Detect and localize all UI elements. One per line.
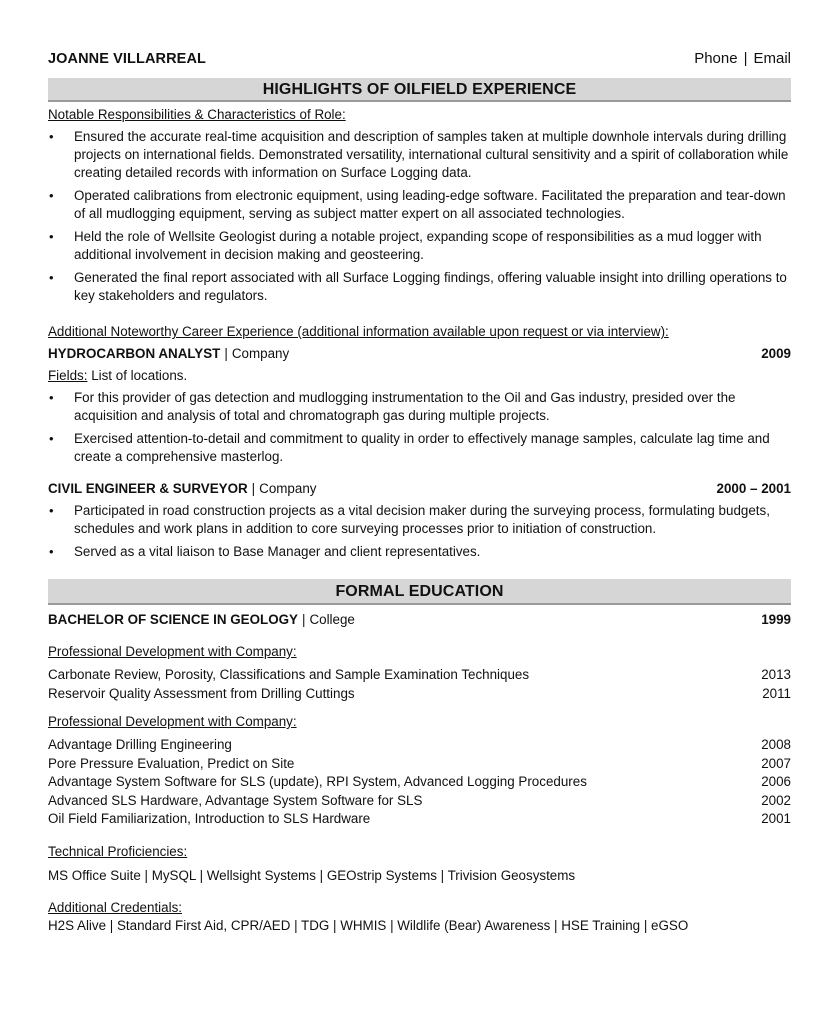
course-name: Advantage Drilling Engineering: [48, 737, 232, 752]
course-list-2: [48, 736, 791, 829]
additional-experience-heading: Additional Noteworthy Career Experience (additional information available upon request or via interview):: [48, 324, 669, 339]
course-row: [48, 773, 791, 792]
bullet-icon: •: [49, 503, 54, 518]
degree-year: 1999: [761, 612, 791, 627]
degree-title: BACHELOR OF SCIENCE IN GEOLOGY: [48, 612, 298, 627]
notable-bullet-list: [48, 128, 791, 305]
job-title: HYDROCARBON ANALYST: [48, 346, 221, 361]
bullet-text: Operated calibrations from electronic equipment, using leading-edge software. Facilitated the preparation and tear-down of all mudlogging equipment, serving as subject matter expert on all associated technologies.: [74, 188, 786, 221]
fields-label: Fields:: [48, 368, 88, 383]
section-heading-education: FORMAL EDUCATION: [48, 579, 791, 605]
course-row: [48, 755, 791, 774]
job-header-civil-engineer: [48, 480, 791, 498]
course-row: [48, 736, 791, 755]
course-list-1: [48, 666, 791, 703]
course-name: Carbonate Review, Porosity, Classifications and Sample Examination Techniques: [48, 667, 530, 682]
course-row: [48, 685, 791, 704]
bullet-icon: •: [49, 229, 54, 244]
degree-row: [48, 611, 791, 629]
contact-separator: |: [743, 50, 748, 67]
pipe-separator: |: [301, 612, 306, 627]
course-row: [48, 666, 791, 685]
civil-engineer-bullet-list: [48, 502, 791, 561]
job-years: 2000 – 2001: [716, 481, 791, 496]
hydrocarbon-bullet-list: [48, 389, 791, 466]
list-item: [48, 502, 791, 538]
phone-label: Phone: [694, 50, 738, 67]
bullet-icon: •: [49, 270, 54, 285]
list-item: [48, 269, 791, 305]
email-label: Email: [753, 50, 791, 67]
bullet-text: For this provider of gas detection and mudlogging instrumentation to the Oil and Gas industry, presided over the acquisition and analysis of total and chromatograph gas during multiple projects.: [74, 390, 736, 423]
pipe-separator: |: [251, 481, 256, 496]
professional-development-heading-1: Professional Development with Company:: [48, 644, 297, 659]
resume-content: [48, 50, 791, 935]
bullet-icon: •: [49, 431, 54, 446]
bullet-text: Held the role of Wellsite Geologist during a notable project, expanding scope of responsibilities as a mud logger with additional involvement in decision making and geosteering.: [74, 229, 762, 262]
professional-development-heading-2: Professional Development with Company:: [48, 714, 297, 729]
section-heading-experience: HIGHLIGHTS OF OILFIELD EXPERIENCE: [48, 78, 791, 102]
course-name: Oil Field Familiarization, Introduction to SLS Hardware: [48, 811, 371, 826]
course-name: Advanced SLS Hardware, Advantage System Software for SLS: [48, 792, 423, 808]
course-name: Reservoir Quality Assessment from Drilling Cuttings: [48, 685, 355, 701]
job-company: Company: [231, 346, 290, 361]
degree-line: [48, 611, 355, 629]
bullet-icon: •: [49, 544, 54, 559]
contact-info: [694, 50, 791, 68]
list-item: [48, 543, 791, 561]
fields-value: List of locations.: [91, 368, 188, 383]
course-year: 2007: [761, 755, 791, 771]
technical-proficiencies-heading: Technical Proficiencies:: [48, 843, 188, 859]
list-item: [48, 228, 791, 264]
pipe-separator: |: [224, 346, 228, 361]
bullet-text: Participated in road construction projects as a vital decision maker during the surveying process, formulating budgets, schedules and work plans in addition to core surveying processes prior to initiation of construction.: [74, 503, 770, 536]
school-name: College: [309, 612, 355, 627]
bullet-text: Ensured the accurate real-time acquisition and description of samples taken at multiple downhole intervals during drilling projects on international fields. Demonstrated versatility, international cultural sensitivity and a spirit of collaboration while creating detailed records with information on Surface Logging data.: [74, 129, 789, 180]
course-year: 2002: [761, 792, 791, 808]
resume-header: [48, 50, 791, 70]
additional-credentials-heading: Additional Credentials:: [48, 899, 182, 915]
course-name: Pore Pressure Evaluation, Predict on Site: [48, 755, 295, 771]
bullet-icon: •: [49, 188, 54, 203]
bullet-icon: •: [49, 129, 54, 144]
additional-credentials-text: H2S Alive | Standard First Aid, CPR/AED | TDG | WHMIS | Wildlife (Bear) Awareness | HSE Training | eGSO: [48, 917, 689, 933]
bullet-icon: •: [49, 390, 54, 405]
job-title: CIVIL ENGINEER & SURVEYOR: [48, 481, 248, 496]
job-fields: [48, 367, 791, 385]
course-year: 2008: [761, 737, 791, 752]
job-company: Company: [259, 481, 317, 496]
list-item: [48, 187, 791, 223]
list-item: [48, 430, 791, 466]
candidate-name: JOANNE VILLARREAL: [48, 51, 206, 67]
course-year: 2001: [761, 811, 791, 826]
technical-proficiencies-text: MS Office Suite | MySQL | Wellsight Systems | GEOstrip Systems | Trivision Geosystems: [48, 867, 576, 883]
course-row: [48, 792, 791, 811]
list-item: [48, 128, 791, 182]
job-years: 2009: [761, 346, 791, 361]
course-name: Advantage System Software for SLS (update), RPI System, Advanced Logging Procedures: [48, 774, 587, 789]
notable-responsibilities-heading: Notable Responsibilities & Characteristics of Role:: [48, 107, 346, 122]
bullet-text: Served as a vital liaison to Base Manager and client representatives.: [74, 544, 481, 559]
course-row: [48, 810, 791, 829]
job-title-line: [48, 480, 316, 498]
job-title-line: [48, 345, 289, 363]
job-header-hydrocarbon-analyst: [48, 345, 791, 363]
bullet-text: Exercised attention-to-detail and commitment to quality in order to effectively manage samples, calculate lag time and create a comprehensive masterlog.: [74, 431, 770, 464]
course-year: 2006: [761, 774, 791, 789]
bullet-text: Generated the final report associated with all Surface Logging findings, offering valuable insight into drilling operations to key stakeholders and regulators.: [74, 270, 787, 303]
course-year: 2013: [761, 667, 791, 682]
course-year: 2011: [762, 685, 791, 701]
list-item: [48, 389, 791, 425]
